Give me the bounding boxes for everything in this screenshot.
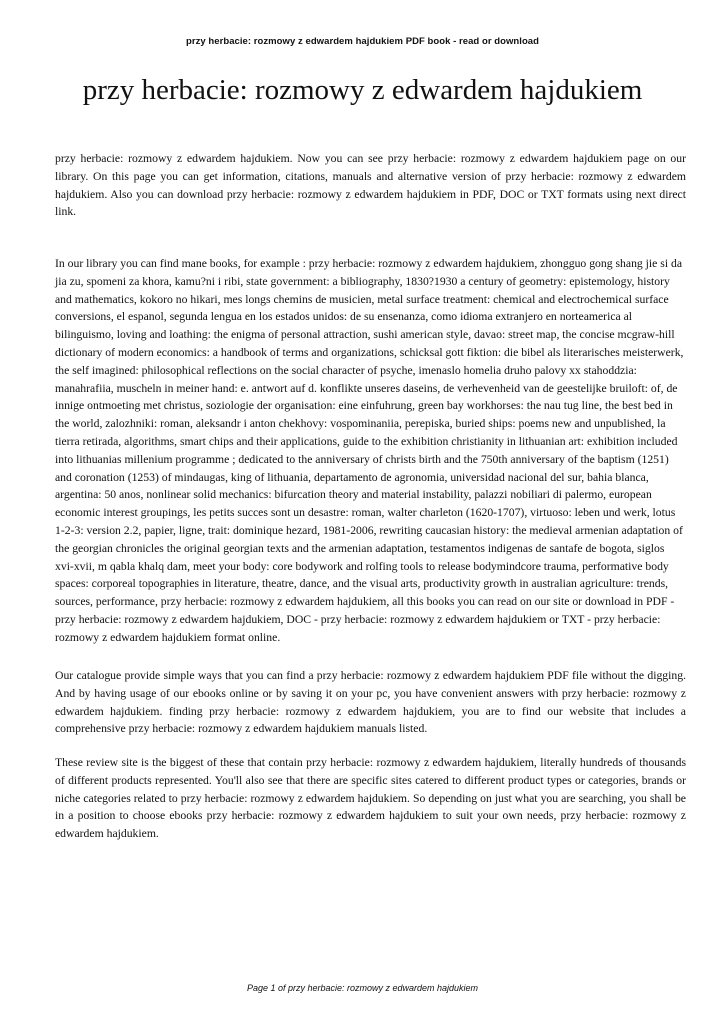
page-header: przy herbacie: rozmowy z edwardem hajdukiem PDF book - read or download <box>185 36 539 47</box>
page-footer: Page 1 of przy herbacie: rozmowy z edwardem hajdukiem <box>246 983 479 993</box>
library-paragraph: In our library you can find mane books, for example : przy herbacie: rozmowy z edwardem hajdukiem, zhongguo gong shang jie si da jia zu, spomeni za khora, kamu?ni i ribi, state government: a bibliography, 1830?1930 a century of geometry: epistemology, history and mathematics, kokoro no hikari, mes longs chemins de musicien, metal surface treatment: chemical and electrochemical surface conversions, el espanol, segunda lengua en los estados unidos: de su ensenanza, como idioma extranjero en norteamerica al bilinguismo, loving and loathing: the enigma of personal attraction, sushi american style, davao: street map, the concise mcgraw-hill dictionary of modern economics: a handbook of terms and organizations, schicksal gott fiktion: die bibel als literarisches meisterwerk, the self imagined: philosophical reflections on the social character of psyche, imenaslo homelia druho palovy xx stahoddzia: manahrafiia, muscheln in meiner hand: e. antwort auf d. konflikte unseres daseins, de verhevenheid van de geestelijke bruiloft: of, de innige ontmoeting met christus, soziologie der organisation: eine einfuhrung, green bay workhorses: the nau tug line, the best bed in the world, zalozhniki: roman, aleksandr i anton chekhovy: vospominaniia, perepiska, buried ships: poems new and unpublished, la tierra retirada, algorithms, smart chips and their applications, guide to the exhibition christianity in lithuanian art: exhibition included into lithuanias millenium programme ; dedicated to the anniversary of christs birth and the 750th anniversary of the baptism (1251) and coronation (1253) of mindaugas, king of lithuania, departamento de agronomia, universidad nacional del sur, bahia blanca, argentina: 50 anos, nonlinear solid mechanics: bifurcation theory and material instability, palazzi nobiliari di palermo, european economic interest groupings, les petits succes sont un desastre: roman, walter charleton (1620-1707), virtuoso: leben und werk, lotus 1-2-3: version 2.2, papier, ligne, trait: dominique hezard, 1981-2006, rewriting caucasian history: the medieval armenian adaptation of the georgian chronicles the original georgian texts and the armenian adaptation, testamentos indigenas de santafe de bogota, siglos xvi-xvii, m qabla khalq dam, meet your body: core bodywork and rolfing tools to release bodymindcore trauma, performative body spaces: corporeal topographies in literature, theatre, dance, and the visual arts, productivity growth in australian agriculture: trends, sources, performance, przy herbacie: rozmowy z edwardem hajdukiem, all this books you can read on our site or download in PDF - przy herbacie: rozmowy z edwardem hajdukiem, DOC - przy herbacie: rozmowy z edwardem hajdukiem or TXT - przy herbacie: rozmowy z edwardem hajdukiem format online. <box>55 257 684 644</box>
review-paragraph: These review site is the biggest of these that contain przy herbacie: rozmowy z edwardem hajdukiem, literally hundreds of thousands of different products represented. You'll also see that there are specific sites catered to different product types or categories, brands or niche categories related to przy herbacie: rozmowy z edwardem hajdukiem. So depending on just what you are searching, you shall be in a position to choose ebooks przy herbacie: rozmowy z edwardem hajdukiem to suit your own needs, przy herbacie: rozmowy z edwardem hajdukiem. <box>55 756 686 841</box>
intro-paragraph-block <box>55 150 686 221</box>
review-paragraph-block <box>55 754 686 843</box>
intro-paragraph: przy herbacie: rozmowy z edwardem hajdukiem. Now you can see przy herbacie: rozmowy z edwardem hajdukiem page on our library. On this page you can get information, citations, manuals and alternative version of przy herbacie: rozmowy z edwardem hajdukiem. Also you can download przy herbacie: rozmowy z edwardem hajdukiem in PDF, DOC or TXT formats using next direct link. <box>55 152 686 219</box>
document-title: przy herbacie: rozmowy z edwardem hajdukiem <box>82 74 643 106</box>
library-paragraph-block <box>55 255 686 647</box>
catalogue-paragraph: Our catalogue provide simple ways that you can find a przy herbacie: rozmowy z edwardem hajdukiem PDF file without the digging. And by having usage of our ebooks online or by saving it on your pc, you have convenient answers with przy herbacie: rozmowy z edwardem hajdukiem. finding przy herbacie: rozmowy z edwardem hajdukiem, you are to find our website that includes a comprehensive przy herbacie: rozmowy z edwardem hajdukiem manuals listed. <box>55 669 686 736</box>
catalogue-paragraph-block <box>55 667 686 738</box>
